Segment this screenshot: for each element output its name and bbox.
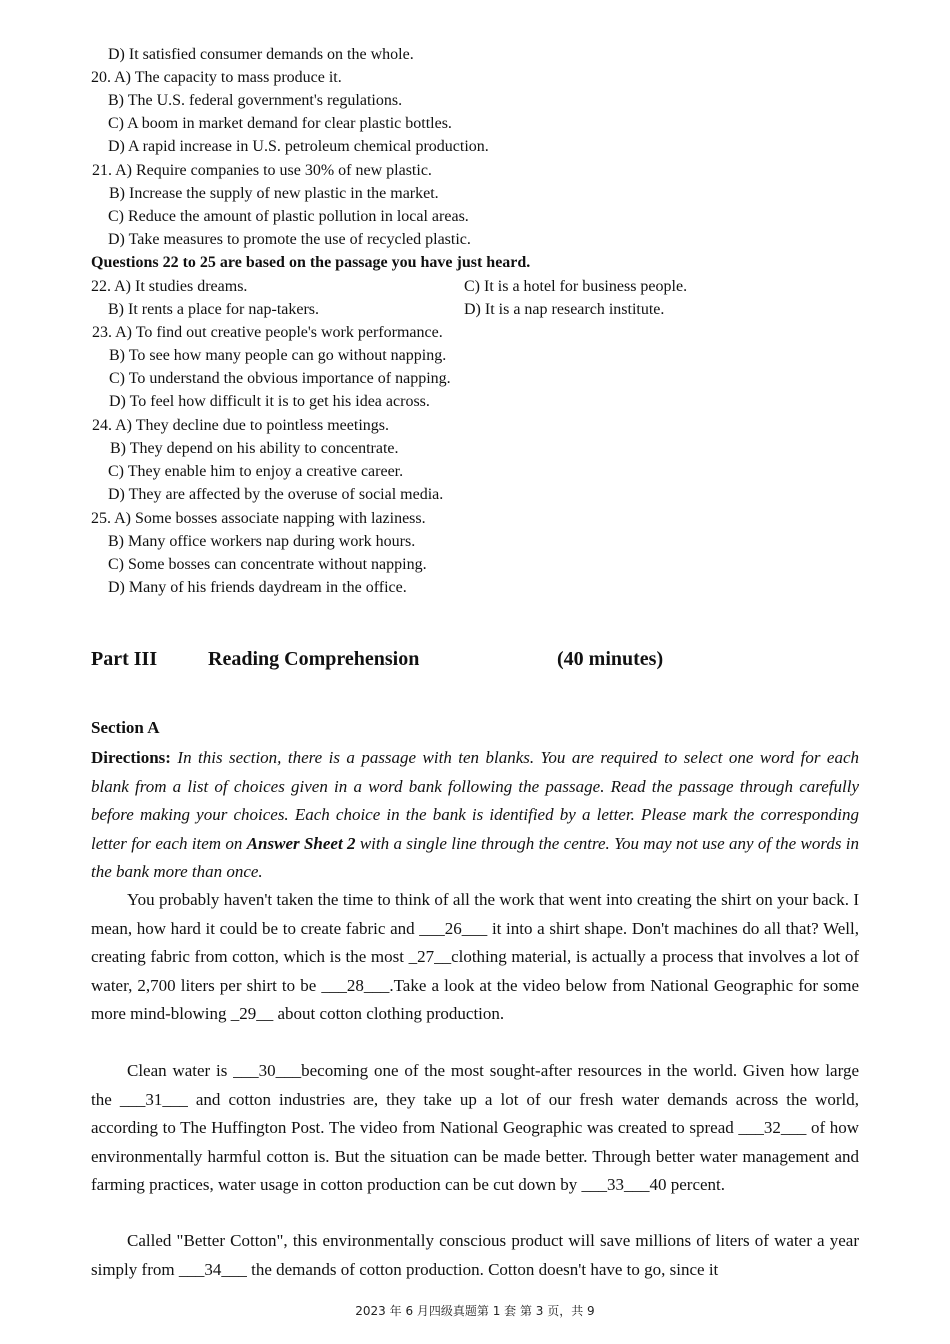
option-19-d: D) It satisfied consumer demands on the whole.	[108, 46, 414, 63]
option-20-b: B) The U.S. federal government's regulations.	[108, 92, 403, 109]
directions-label: Directions:	[91, 748, 171, 767]
blank-31: ___31___	[119, 1089, 188, 1109]
option-21-c: C) Reduce the amount of plastic pollution in local areas.	[108, 208, 469, 225]
part-title: Reading Comprehension	[208, 648, 420, 670]
directions-text-2: with a single line through the centre. You may not use any of the words in the bank more than once.	[91, 833, 859, 881]
passage-paragraph-1	[91, 886, 859, 1029]
option-23-d: D) To feel how difficult it is to get his idea across.	[109, 393, 430, 410]
option-24-a: 24. A) They decline due to pointless meetings.	[92, 417, 389, 434]
option-23-b: B) To see how many people can go without napping.	[109, 347, 447, 364]
option-20-c: C) A boom in market demand for clear plastic bottles.	[108, 115, 452, 132]
option-22-a: 22. A) It studies dreams.	[91, 278, 248, 295]
blank-27: _27__	[408, 947, 452, 966]
section-heading: Section A	[91, 718, 160, 737]
text: Called "Better Cotton", this environmentally conscious product will save millions of liters of water a year simply from	[91, 1231, 859, 1279]
option-20-a: 20. A) The capacity to mass produce it.	[91, 69, 342, 86]
answer-sheet-ref: Answer Sheet 2	[246, 833, 356, 853]
option-22-b: B) It rents a place for nap-takers.	[108, 301, 320, 318]
text: Clean water is	[127, 1061, 234, 1080]
blank-34: ___34___	[178, 1259, 247, 1279]
blank-32: ___32___	[738, 1118, 807, 1137]
text: clothing material, is actually a process that involves a lot of water, 2,700 liters per shirt to be	[91, 947, 859, 995]
text: You probably haven't taken the time to think of all the work that went into creating the shirt on your back. I mean, how hard it could be to create fabric and	[91, 890, 859, 938]
option-24-c: C) They enable him to enjoy a creative career.	[108, 463, 404, 480]
page-footer: 2023 年 6 月四级真题第 1 套 第 3 页，共 9	[355, 1304, 595, 1318]
text: it into a shirt shape. Don't machines do all that? Well, creating fabric from cotton, which is the most	[91, 918, 859, 966]
blank-26: ___26___	[419, 918, 488, 938]
option-23-a: 23. A) To find out creative people's work performance.	[92, 324, 443, 341]
part-label: Part III	[91, 648, 158, 670]
option-25-b: B) Many office workers nap during work hours.	[108, 533, 416, 550]
blank-28: ___28___	[321, 975, 390, 995]
blank-29: _29__	[230, 1004, 274, 1023]
directions	[91, 744, 859, 887]
part-time: (40 minutes)	[557, 648, 664, 670]
option-21-d: D) Take measures to promote the use of recycled plastic.	[108, 231, 471, 248]
passage-paragraph-3	[91, 1227, 859, 1284]
text: about cotton clothing production.	[273, 1004, 505, 1023]
option-25-a: 25. A) Some bosses associate napping with laziness.	[91, 510, 426, 527]
text: becoming one of the most sought-after resources in the world. Given how large the	[91, 1061, 859, 1109]
directions-text-1: In this section, there is a passage with ten blanks. You are required to select one word for each blank from a list of choices given in a word bank following the passage. Read the passage through carefully before making your choices. Each choice in the bank is identified by a letter. Please mark the corresponding letter for each item on	[91, 748, 859, 853]
option-21-b: B) Increase the supply of new plastic in the market.	[109, 185, 439, 202]
passage-paragraph-2	[91, 1057, 859, 1200]
option-24-d: D) They are affected by the overuse of social media.	[108, 486, 444, 503]
option-20-d: D) A rapid increase in U.S. petroleum chemical production.	[108, 138, 489, 155]
option-22-c: C) It is a hotel for business people.	[464, 278, 688, 295]
option-25-c: C) Some bosses can concentrate without napping.	[108, 556, 427, 573]
text: 40 percent.	[649, 1175, 726, 1194]
blank-30: ___30___	[233, 1061, 302, 1080]
option-21-a: 21. A) Require companies to use 30% of new plastic.	[92, 162, 432, 179]
blank-33: ___33___	[581, 1175, 650, 1194]
option-22-d: D) It is a nap research institute.	[464, 301, 665, 318]
text: of how environmentally harmful cotton is. But the situation can be made better. Through better water management and farming practices, water usage in cotton production can be cut down by	[91, 1118, 859, 1194]
option-23-c: C) To understand the obvious importance of napping.	[109, 370, 451, 387]
passage-instruction: Questions 22 to 25 are based on the passage you have just heard.	[91, 254, 531, 271]
text: .Take a look at the video below from National Geographic for some more mind-blowing	[91, 975, 859, 1023]
text: and cotton industries are, they take up a lot of our fresh water demands across the world, according to The Huffington Post. The video from National Geographic was created to spread	[91, 1089, 859, 1137]
text: the demands of cotton production. Cotton doesn't have to go, since it	[246, 1259, 719, 1279]
option-25-d: D) Many of his friends daydream in the office.	[108, 579, 407, 596]
option-24-b: B) They depend on his ability to concentrate.	[110, 440, 399, 457]
